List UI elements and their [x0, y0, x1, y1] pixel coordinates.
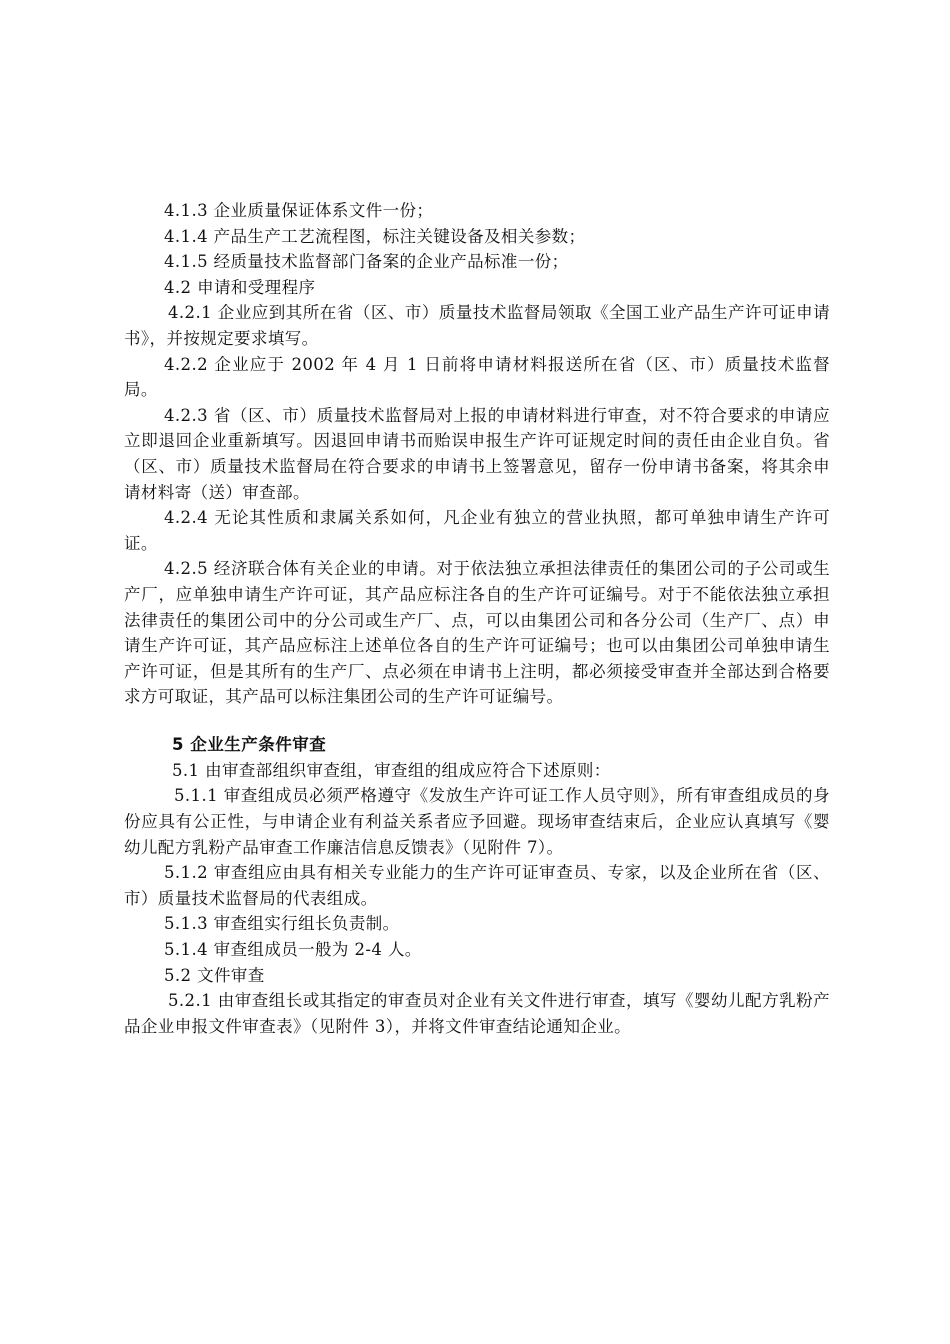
- document-page: [124, 198, 830, 1039]
- paragraph-4-1-3: 4.1.3 企业质量保证体系文件一份；: [164, 201, 434, 220]
- paragraph-5-1-4: 5.1.4 审查组成员一般为 2-4 人。: [164, 940, 422, 960]
- paragraph-4-2-5: 4.2.5 经济联合体有关企业的申请。对于依法独立承担法律责任的集团公司的子公司或生产厂，应单独申请生产许可证，其产品应标注各自的生产许可证编号。对于不能依法独立承担法律责任的集团公司中的分公司或生产厂、点，可以由集团公司和各分公司（生产厂、点）申请生产许可证，其产品应标注上述单位各自的生产许可证编号；也可以由集团公司单独申请生产许可证，但是其所有的生产厂、点必须在申请书上注明，都必须接受审查并全部达到合格要求方可取证，其产品可以标注集团公司的生产许可证编号。: [124, 559, 830, 707]
- paragraph-5-1: 5.1 由审查部组织审查组，审查组的组成应符合下述原则：: [172, 760, 611, 780]
- section-gap: [124, 710, 830, 732]
- paragraph-5-1-3: 5.1.3 审查组实行组长负责制。: [164, 914, 400, 934]
- section-heading-5: 5 企业生产条件审查: [172, 734, 327, 754]
- paragraph-5-2-1: 5.2.1 由审查组长或其指定的审查员对企业有关文件进行审查，填写《婴幼儿配方乳粉产品企业申报文件审查表》（见附件 3），并将文件审查结论通知企业。: [124, 991, 830, 1036]
- paragraph-4-2-1: 4.2.1 企业应到其所在省（区、市）质量技术监督局领取《全国工业产品生产许可证申请书》，并按规定要求填写。: [124, 303, 830, 348]
- paragraph-5-2: 5.2 文件审查: [164, 965, 265, 985]
- paragraph-4-1-4: 4.1.4 产品生产工艺流程图，标注关键设备及相关参数；: [164, 226, 586, 246]
- paragraph-4-2-3: 4.2.3 省（区、市）质量技术监督局对上报的申请材料进行审查，对不符合要求的申请应立即退回企业重新填写。因退回申请书而贻误申报生产许可证规定时间的责任由企业自负。省（区、市）质量技术监督局在符合要求的申请书上签署意见，留存一份申请书备案，将其余申请材料寄（送）审查部。: [124, 405, 830, 502]
- paragraph-5-1-1: 5.1.1 审查组成员必须严格遵守《发放生产许可证工作人员守则》，所有审查组成员的身份应具有公正性，与申请企业有利益关系者应予回避。现场审查结束后，企业应认真填写《婴幼儿配方乳粉产品审查工作廉洁信息反馈表》（见附件 7）。: [124, 786, 830, 857]
- paragraph-4-2: 4.2 申请和受理程序: [164, 277, 316, 297]
- paragraph-4-2-2: 4.2.2 企业应于 2002 年 4 月 1 日前将申请材料报送所在省（区、市）质量技术监督局。: [124, 354, 830, 400]
- paragraph-4-1-5: 4.1.5 经质量技术监督部门备案的企业产品标准一份；: [164, 252, 569, 272]
- paragraph-4-2-4: 4.2.4 无论其性质和隶属关系如何，凡企业有独立的营业执照，都可单独申请生产许可证。: [124, 508, 830, 553]
- paragraph-5-1-2: 5.1.2 审查组应由具有相关专业能力的生产许可证审查员、专家，以及企业所在省（区、市）质量技术监督局的代表组成。: [124, 863, 830, 908]
